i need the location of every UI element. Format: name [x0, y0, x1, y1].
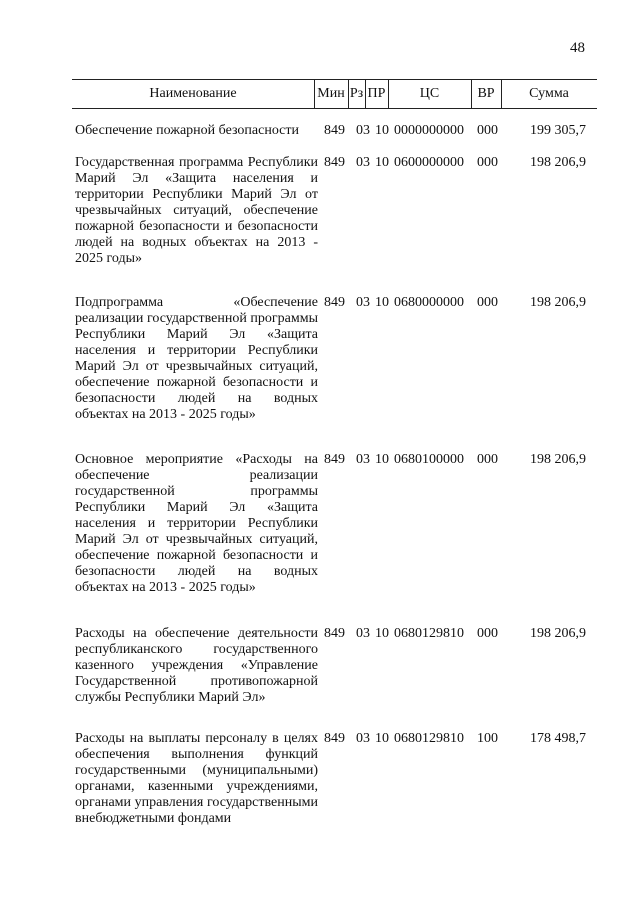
row-cs: 0000000000 [394, 123, 464, 138]
page-number: 48 [570, 40, 585, 56]
row-min: 849 [324, 123, 345, 138]
header-cs: ЦС [419, 86, 440, 101]
row-rz: 03 [356, 155, 370, 170]
row-rz: 03 [356, 123, 370, 138]
row-pr: 10 [375, 731, 389, 746]
row-min: 849 [324, 295, 345, 310]
table-header [72, 79, 597, 109]
row-sum: 198 206,9 [530, 626, 586, 641]
row-vr: 000 [477, 123, 498, 138]
row-vr: 000 [477, 295, 498, 310]
row-cs: 0600000000 [394, 155, 464, 170]
header-name: Наименование [149, 86, 237, 101]
row-cs: 0680129810 [394, 731, 464, 746]
row-min: 849 [324, 731, 345, 746]
row-vr: 000 [477, 452, 498, 467]
row-sum: 178 498,7 [530, 731, 586, 746]
row-name: Обеспечение пожарной безопасности [75, 123, 300, 138]
row-rz: 03 [356, 295, 370, 310]
row-pr: 10 [375, 452, 389, 467]
header-min: Мин [317, 86, 345, 101]
row-name: Государственная программа Республики Марий Эл «Защита населения и территории Республики Марий Эл от чрезвычайных ситуаций, обеспечение пожарной безопасности и безопасности людей на водных объектах на 2013 - 2025 годы» [75, 155, 318, 266]
row-pr: 10 [375, 155, 389, 170]
header-sum: Сумма [529, 86, 569, 101]
row-rz: 03 [356, 452, 370, 467]
row-min: 849 [324, 452, 345, 467]
row-vr: 000 [477, 155, 498, 170]
row-name: Подпрограмма «Обеспечение реализации государственной программы Республики Марий Эл «Защита населения и территории Республики Марий Эл от чрезвычайных ситуаций, обеспечение пожарной безопасности и безопасности людей на водных объектах на 2013 - 2025 годы» [75, 295, 318, 422]
row-name: Расходы на выплаты персоналу в целях обеспечения выполнения функций государственными (муниципальными) органами, казенными учреждениями, органами управления государственными внебюджетными фондами [75, 731, 318, 826]
row-cs: 0680129810 [394, 626, 464, 641]
row-cs: 0680000000 [394, 295, 464, 310]
row-name: Расходы на обеспечение деятельности республиканского государственного казенного учреждения «Управление Государственной противопожарной службы Республики Марий Эл» [75, 626, 318, 705]
row-cs: 0680100000 [394, 452, 464, 467]
header-rz: Рз [349, 86, 364, 101]
row-sum: 198 206,9 [530, 295, 586, 310]
row-sum: 198 206,9 [530, 452, 586, 467]
row-min: 849 [324, 155, 345, 170]
row-pr: 10 [375, 626, 389, 641]
row-name: Основное мероприятие «Расходы на обеспечение реализации государственной программы Республики Марий Эл «Защита населения и территории Республики Марий Эл от чрезвычайных ситуаций, обеспечение пожарной безопасности и безопасности людей на водных объектах на 2013 - 2025 годы» [75, 452, 318, 595]
row-vr: 100 [477, 731, 498, 746]
row-rz: 03 [356, 626, 370, 641]
row-sum: 198 206,9 [530, 155, 586, 170]
row-rz: 03 [356, 731, 370, 746]
row-vr: 000 [477, 626, 498, 641]
header-vr: ВР [477, 86, 495, 101]
row-sum: 199 305,7 [530, 123, 586, 138]
row-pr: 10 [375, 123, 389, 138]
row-pr: 10 [375, 295, 389, 310]
header-pr: ПР [367, 86, 386, 101]
row-min: 849 [324, 626, 345, 641]
